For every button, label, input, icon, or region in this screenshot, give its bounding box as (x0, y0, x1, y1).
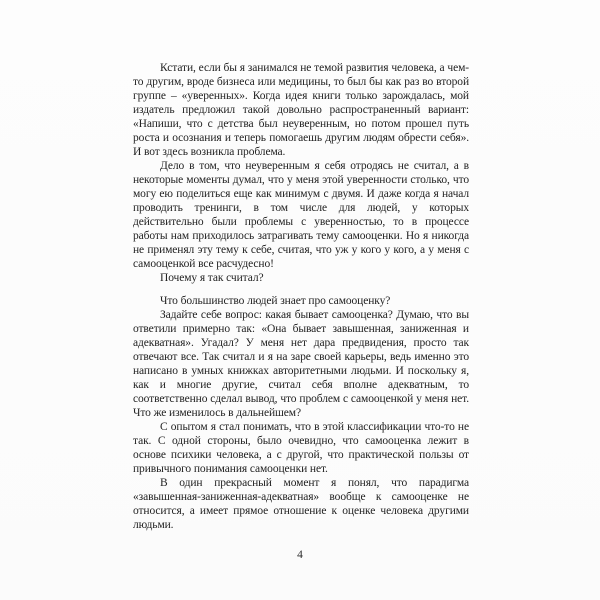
paragraph-section-question: Что большинство людей знает про самооценку? (160, 295, 391, 307)
page-text-block (133, 61, 469, 532)
paragraph: С опытом я стал понимать, что в этой классификации что-то не так. С одной стороны, было очевидно, что самооценка лежит в основе психики человека, а с другой, что практической пользы от привычного понимания самооценки нет. (133, 421, 469, 475)
paragraph: В один прекрасный момент я понял, что парадигма «завышенная-заниженная-адекватная» вообще к самооценке не относится, а имеет прямое отношение к оценке человека другими людьми. (133, 477, 469, 531)
page-number: 4 (297, 549, 303, 561)
paragraph: Кстати, если бы я занимался не темой развития человека, а чем-то другим, вроде бизнеса или медицины, то был бы как раз во второй группе – «уверенных». Когда идея книги только зарождалась, мой издатель предложил такой довольно распространенный вариант: «Напиши, что с детства был неуверенным, но потом прошел путь роста и осознания и теперь помогаешь другим людям обрести себя». И вот здесь возникла проблема. (133, 62, 469, 158)
paragraph: Дело в том, что неуверенным я себя отродясь не считал, а в некоторые моменты думал, что у меня этой уверенности столько, что могу ею поделиться еще как минимум с двумя. И даже когда я начал проводить тренинги, в том числе для людей, у которых действительно были проблемы с уверенностью, то в процессе работы нам приходилось затрагивать тему самооценки. Но я никогда не применял эту тему к себе, считая, что уж у кого у кого, а у меня с самооценкой все расчудесно! (133, 160, 469, 270)
paragraph: Почему я так считал? (160, 272, 264, 284)
paragraph: Задайте себе вопрос: какая бывает самооценка? Думаю, что вы ответили примерно так: «Она бывает завышенная, заниженная и адекватная». Угадал? У меня нет дара предвидения, просто так отвечают все. Так считал и я на заре своей карьеры, ведь именно это написано в умных книжках авторитетными людьми. И поскольку я, как и многие другие, считал себя вполне адекватным, то соответственно сделал вывод, что проблем с самооценкой у меня нет. Что же изменилось в дальнейшем? (133, 309, 469, 419)
